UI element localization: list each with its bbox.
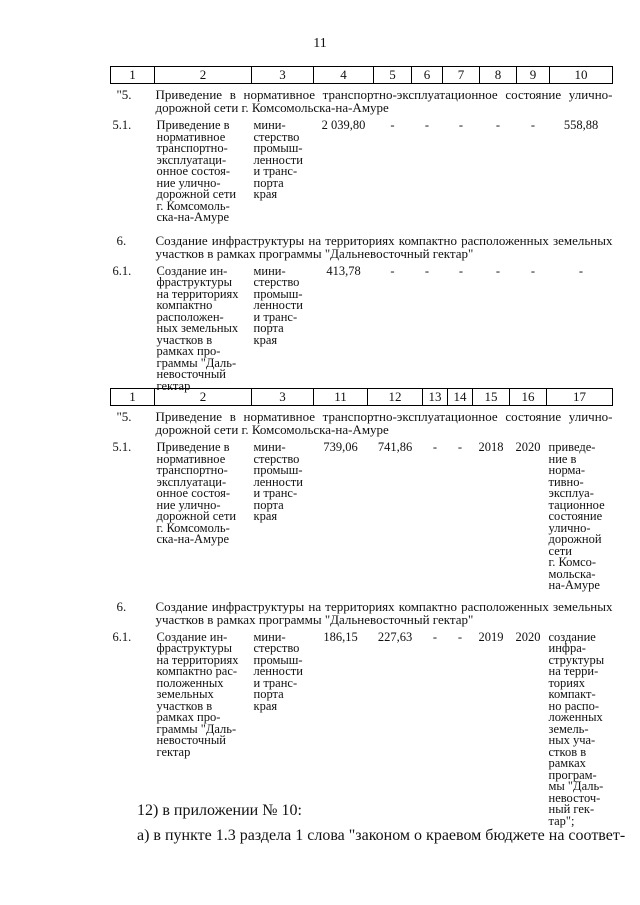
paragraph-text: а) в пункте 1.3 раздела 1 слова "законом о краевом бюджете на соответ- — [137, 827, 626, 844]
row-number: 6.1. — [112, 263, 132, 278]
row-number: 5.1. — [112, 440, 132, 454]
value-cell: - — [432, 629, 438, 644]
measure-name: Создание ин- фраструктуры на территориях компактно расположен- ных земельных участков в рамках про- граммы "Даль- невосточный гектар — [156, 263, 239, 393]
column-header: 3 — [252, 389, 314, 406]
value-cell: - — [457, 629, 463, 644]
row-number: 6.1. — [112, 629, 132, 644]
executor: мини- стерство промыш- ленности и транс- порта края — [253, 118, 303, 201]
expected-result: приведе- ние в норма- тивно- эксплуа- тационное состояние улично- дорожной сети г. Комсо- мольска- на-Амуре — [548, 440, 605, 592]
section-row — [111, 84, 613, 115]
column-header: 2 — [155, 67, 252, 84]
value-cell: - — [424, 263, 430, 278]
table-part-1 — [110, 66, 613, 392]
column-header: 4 — [314, 67, 374, 84]
table-row — [111, 626, 613, 828]
table-header-row — [111, 67, 613, 84]
year-end-cell: 2020 — [515, 440, 541, 454]
column-header: 1 — [111, 67, 155, 84]
measure-name: Приведение в нормативное транспортно- эксплуатаци- онное состоя- ние улично- дорожной сети г. Комсомоль- ска-на-Амуре — [156, 118, 237, 224]
value-cell: - — [458, 118, 464, 132]
column-header: 12 — [368, 389, 423, 406]
column-header: 6 — [412, 67, 443, 84]
measure-name: Приведение в нормативное транспортно- эксплуатаци- онное состоя- ние улично- дорожной сети г. Комсомоль- ска-на-Амуре — [156, 440, 237, 546]
column-header: 3 — [252, 67, 314, 84]
year-start-cell: 2018 — [478, 440, 504, 454]
measure-name: Создание ин- фраструктуры на территориях компактно рас- положенных земельных участков в рамках про- граммы "Даль- невосточный гектар — [156, 629, 239, 759]
section-title: Приведение в нормативное транспортно-эксплуатационное состояние улично-дорожной сети г. Комсомольска-на-Амуре — [155, 409, 613, 437]
value-cell: - — [424, 118, 430, 132]
value-cell: 741,86 — [377, 440, 413, 454]
table-header-row — [111, 389, 613, 406]
column-header: 5 — [374, 67, 412, 84]
row-number: 5.1. — [112, 118, 132, 132]
table-part-2 — [110, 388, 613, 827]
value-cell: - — [578, 263, 584, 278]
section-row — [111, 224, 613, 260]
column-header: 17 — [547, 389, 613, 406]
column-header: 15 — [473, 389, 510, 406]
table-row — [111, 436, 613, 592]
value-cell: - — [390, 118, 395, 132]
section-number: "5. — [116, 409, 132, 424]
table-row — [111, 114, 613, 224]
value-cell: - — [495, 118, 501, 132]
page-number: 11 — [313, 36, 327, 51]
column-header: 13 — [423, 389, 448, 406]
section-row — [111, 592, 613, 626]
section-title: Приведение в нормативное транспортно-эксплуатационное состояние улично-дорожной сети г. Комсомольска-на-Амуре — [155, 87, 613, 115]
column-header: 14 — [448, 389, 473, 406]
section-title: Создание инфраструктуры на территориях компактно расположенных земельных участков в рамках программы "Дальневосточный гектар" — [155, 232, 613, 261]
value-cell: 558,88 — [563, 118, 599, 132]
column-header: 11 — [314, 389, 368, 406]
column-header: 16 — [510, 389, 547, 406]
value-cell: 413,78 — [326, 263, 361, 278]
value-cell: - — [530, 118, 536, 132]
value-cell: 2 039,80 — [321, 118, 366, 132]
column-header: 2 — [155, 389, 252, 406]
value-cell: 227,63 — [377, 629, 413, 644]
section-title: Создание инфраструктуры на территориях компактно расположенных земельных участков в рамках программы "Дальневосточный гектар" — [155, 598, 613, 627]
year-end-cell: 2020 — [515, 629, 541, 644]
section-number: "5. — [116, 87, 132, 102]
column-header: 1 — [111, 389, 155, 406]
executor: мини- стерство промыш- ленности и транс- порта края — [253, 440, 303, 523]
section-number: 6. — [116, 232, 127, 248]
column-header: 10 — [550, 67, 613, 84]
value-cell: - — [458, 263, 464, 278]
year-start-cell: 2019 — [478, 629, 504, 644]
table-row — [111, 260, 613, 393]
column-header: 7 — [443, 67, 480, 84]
value-cell: - — [530, 263, 536, 278]
value-cell: - — [390, 263, 395, 278]
column-header: 9 — [517, 67, 550, 84]
expected-result: создание инфра- структуры на терри- ториях компакт- но распо- ложенных земель- ных уча- стков в рамках програм- мы "Даль- невосточ- ный гек- тар"; — [548, 629, 605, 828]
appendix-item-text: 12) в приложении № 10: — [137, 802, 302, 819]
value-cell: - — [432, 440, 438, 454]
column-header: 8 — [480, 67, 517, 84]
value-cell: 739,06 — [323, 440, 358, 454]
executor: мини- стерство промыш- ленности и транс- порта края — [253, 629, 303, 713]
value-cell: - — [495, 263, 501, 278]
value-cell: 186,15 — [323, 629, 358, 644]
section-number: 6. — [116, 598, 127, 614]
value-cell: - — [457, 440, 463, 454]
section-row — [111, 406, 613, 437]
executor: мини- стерство промыш- ленности и транс- порта края — [253, 263, 303, 347]
